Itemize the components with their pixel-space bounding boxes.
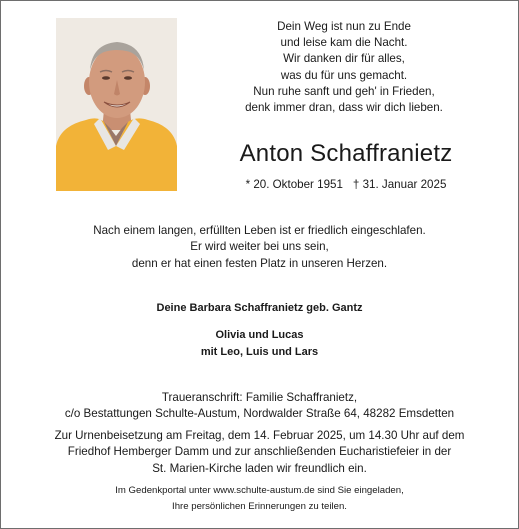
memorial-poem	[199, 19, 489, 116]
portal-line: Im Gedenkportal unter www.schulte-austum.de sind Sie eingeladen,	[115, 485, 404, 496]
children-signature: Olivia und Lucas	[215, 329, 304, 341]
tribute-text	[1, 223, 518, 272]
mourning-address	[1, 390, 518, 423]
birth-date: * 20. Oktober 1951	[245, 178, 343, 191]
ceremony-line: Zur Urnenbeisetzung am Freitag, dem 14. Februar 2025, um 14.30 Uhr auf dem	[54, 429, 465, 442]
portrait-photo	[56, 18, 177, 191]
death-date: † 31. Januar 2025	[352, 178, 447, 191]
ceremony-line: Friedhof Hemberger Damm und zur anschließenden Eucharistiefeier in der	[67, 445, 452, 459]
tribute-line: denn er hat einen festen Platz in unseren Herzen.	[131, 256, 388, 270]
tribute-line: Er wird weiter bei uns sein,	[190, 240, 329, 254]
portal-line: Ihre persönlichen Erinnerungen zu teilen.	[172, 500, 347, 512]
ceremony-invitation	[1, 428, 518, 477]
address-line: Traueranschrift: Familie Schaffranietz,	[161, 391, 358, 404]
poem-line: denk immer dran, dass wir dich lieben.	[245, 101, 443, 115]
poem-line: Nun ruhe sanft und geh' in Frieden,	[253, 84, 435, 98]
poem-line: was du für uns gemacht.	[280, 68, 408, 82]
poem-line: Dein Weg ist nun zu Ende	[277, 20, 411, 33]
family-signatures	[1, 327, 518, 361]
deceased-name: Anton Schaffranietz	[239, 140, 453, 167]
spouse-signature: Deine Barbara Schaffranietz geb. Gantz	[156, 302, 363, 314]
portrait-illustration	[56, 18, 177, 191]
poem-line: und leise kam die Nacht.	[280, 36, 408, 50]
life-dates	[201, 177, 491, 192]
poem-line: Wir danken dir für alles,	[283, 52, 405, 66]
tribute-line: Nach einem langen, erfüllten Leben ist er friedlich eingeschlafen.	[93, 224, 426, 237]
memorial-portal-note	[1, 483, 518, 514]
address-line: c/o Bestattungen Schulte-Austum, Nordwalder Straße 64, 48282 Emsdetten	[64, 407, 455, 421]
ceremony-line: St. Marien-Kirche laden wir freundlich ein.	[152, 461, 367, 475]
grandchildren-signature: mit Leo, Luis und Lars	[200, 346, 319, 358]
